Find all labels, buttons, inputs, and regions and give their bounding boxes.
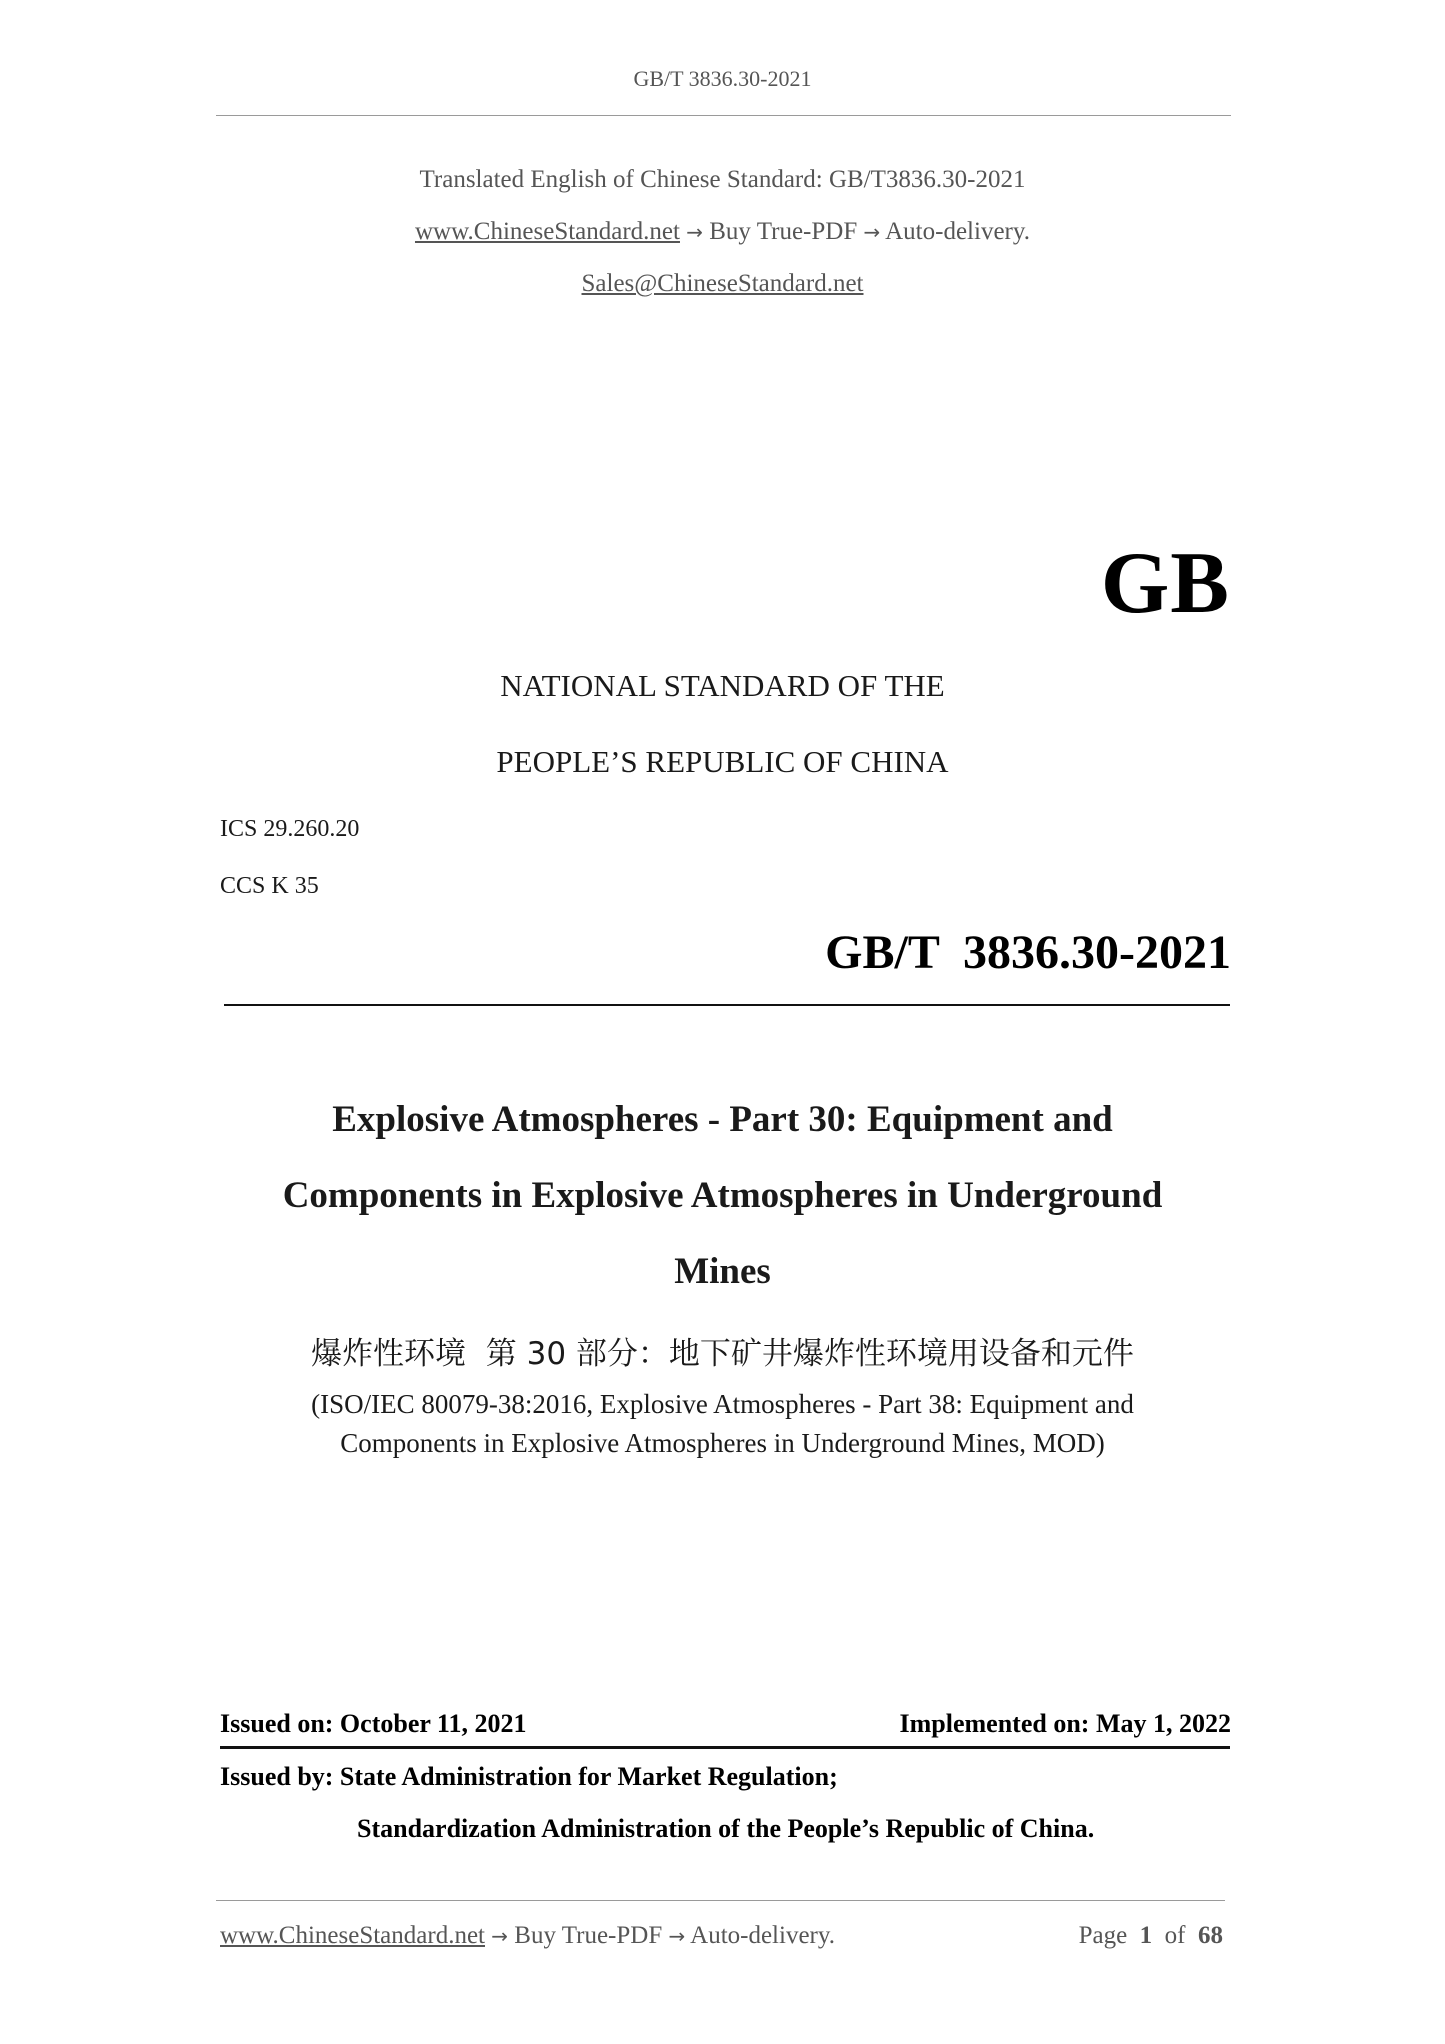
iso-reference-line-2: Components in Explosive Atmospheres in Underground Mines, MOD) [340, 1428, 1105, 1458]
site-link[interactable]: www.ChineseStandard.net [414, 218, 680, 245]
ccs-code: CCS K 35 [220, 873, 319, 899]
issued-by-line-2: Standardization Administration of the People’s Republic of China. [357, 1814, 1095, 1843]
issued-by-line-1: Issued by: State Administration for Market Regulation; [220, 1762, 838, 1791]
dates-rule [220, 1746, 1230, 1749]
title-line-2: Components in Explosive Atmospheres in Underground [282, 1175, 1163, 1216]
footer-buy-text: Buy True-PDF [514, 1922, 663, 1949]
page-word: Page [1078, 1922, 1128, 1949]
page-indicator [1079, 1922, 1223, 1950]
ics-code: ICS 29.260.20 [220, 816, 360, 842]
header-rule [216, 115, 1231, 116]
of-word: of [1164, 1922, 1186, 1949]
buy-text: Buy True-PDF [709, 218, 858, 245]
national-standard-line1: NATIONAL STANDARD OF THE [500, 668, 945, 703]
footer-rule [216, 1900, 1225, 1901]
issued-on-date: Issued on: October 11, 2021 [220, 1709, 527, 1738]
translation-notice: Translated English of Chinese Standard: GB/T3836.30-2021 [419, 166, 1026, 193]
standard-number: GB/T 3836.30-2021 [825, 926, 1231, 979]
arrow-right-icon: → [491, 1924, 509, 1948]
footer-site-link[interactable]: www.ChineseStandard.net [220, 1922, 485, 1949]
delivery-text: Auto-delivery. [885, 218, 1030, 245]
title-line-1: Explosive Atmospheres - Part 30: Equipment and [332, 1099, 1113, 1140]
title-line-3: Mines [674, 1251, 771, 1292]
gb-logo: GB [1100, 535, 1230, 632]
standard-number-rule [224, 1004, 1230, 1006]
running-header: GB/T 3836.30-2021 [633, 66, 812, 91]
email-line [0, 270, 1445, 298]
email-link[interactable]: Sales@ChineseStandard.net [581, 270, 864, 297]
purchase-line [0, 218, 1445, 246]
page-total: 68 [1198, 1922, 1223, 1949]
footer-purchase-line [220, 1922, 835, 1950]
national-standard-line2: PEOPLE’S REPUBLIC OF CHINA [496, 744, 949, 779]
footer-delivery-text: Auto-delivery. [690, 1922, 836, 1949]
iso-reference-line-1: (ISO/IEC 80079-38:2016, Explosive Atmospheres - Part 38: Equipment and [311, 1389, 1134, 1419]
page-number: 1 [1139, 1922, 1153, 1949]
arrow-right-icon: → [668, 1924, 686, 1948]
arrow-right-icon: → [863, 220, 881, 244]
implemented-on-date: Implemented on: May 1, 2022 [899, 1709, 1231, 1738]
chinese-title: 爆炸性环境 第 30 部分：地下矿井爆炸性环境用设备和元件 [311, 1336, 1134, 1372]
arrow-right-icon: → [686, 220, 703, 244]
